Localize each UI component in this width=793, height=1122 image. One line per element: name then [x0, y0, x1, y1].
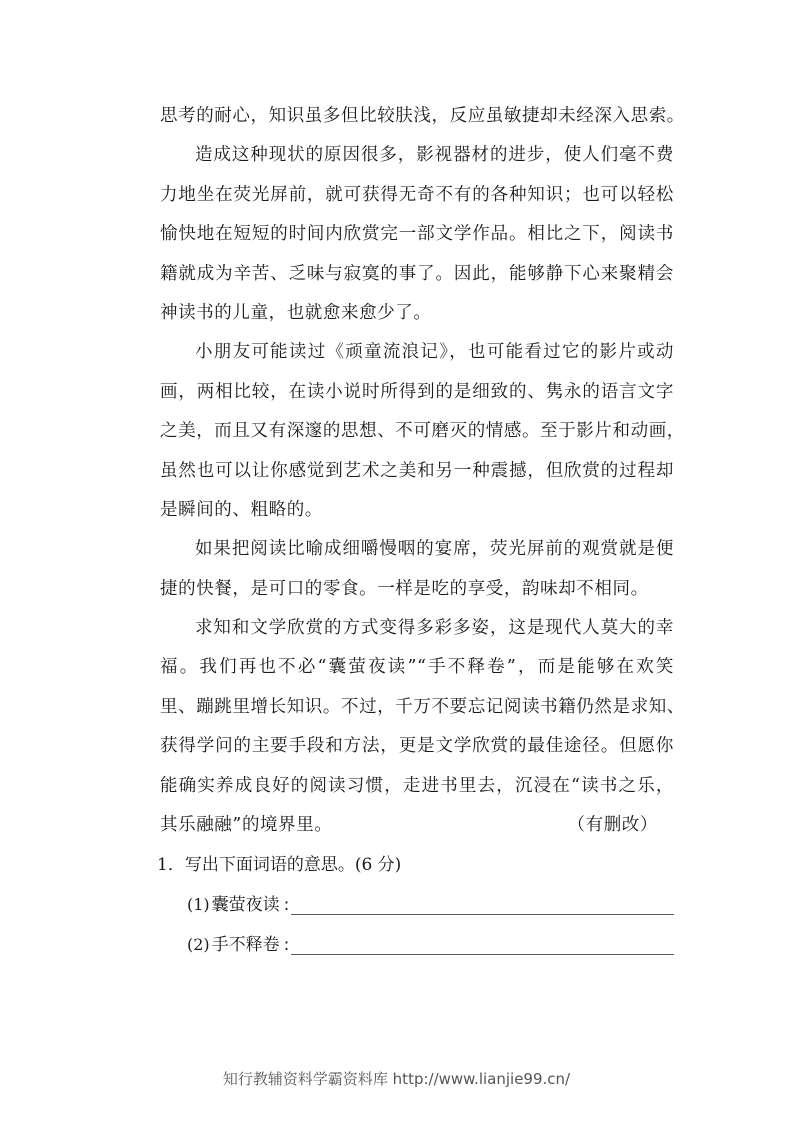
text-line: 能确实养成良好的阅读习惯，走进书里去，沉浸在“读书之乐， [160, 775, 674, 796]
item-term: 手不释卷 [211, 935, 280, 956]
item-number: (1) [187, 895, 210, 915]
answer-blank-1[interactable] [291, 894, 674, 915]
paragraph-4 [160, 530, 674, 609]
text-line: 捷的快餐，是可口的零食。一样是吃的享受，韵味却不相同。 [160, 578, 649, 599]
text-line: 愉快地在短短的时间内欣赏完一部文学作品。相比之下，阅读书 [160, 224, 674, 245]
text-line: 画，两相比较，在读小说时所得到的是细致的、隽永的语言文字 [160, 381, 674, 402]
item-colon: : [283, 895, 290, 916]
text-line: 福。我们再也不必“囊萤夜读”“手不释卷”，而是能够在欢笑 [160, 657, 674, 678]
exam-page [157, 97, 685, 965]
text-line: 获得学问的主要手段和方法，更是文学欣赏的最佳途径。但愿你 [160, 736, 674, 757]
text-line: 造成这种现状的原因很多，影视器材的进步，使人们毫不费 [195, 145, 674, 166]
text-line: 虽然也可以让你感觉到艺术之美和另一种震撼，但欣赏的过程却 [160, 460, 674, 481]
question-1-item-2 [160, 925, 674, 965]
text-line: 如果把阅读比喻成细嚼慢咽的宴席，荧光屏前的观赏就是便 [195, 539, 674, 560]
paragraph-2 [160, 136, 674, 333]
paragraph-5 [160, 609, 685, 845]
item-number: (2) [187, 935, 210, 955]
text-line: 思考的耐心，知识虽多但比较肤浅，反应虽敏捷却未经深入思索。 [160, 106, 685, 126]
item-term: 囊萤夜读 [211, 895, 280, 916]
text-line: 之美，而且又有深邃的思想、不可磨灭的情感。至于影片和动画， [160, 421, 685, 442]
text-line: 求知和文学欣赏的方式变得多彩多姿，这是现代人莫大的幸 [195, 618, 674, 639]
text-line: 小朋友可能读过《顽童流浪记》，也可能看过它的影片或动 [195, 342, 674, 363]
text-line: 是瞬间的、粗略的。 [160, 499, 323, 520]
text-line: 里、蹦跳里增长知识。不过，千万不要忘记阅读书籍仍然是求知、 [160, 696, 685, 717]
text-line: 籍就成为辛苦、乏味与寂寞的事了。因此，能够静下心来聚精会 [160, 263, 674, 284]
answer-blank-2[interactable] [291, 934, 674, 955]
question-text: 写出下面词语的意思。 [184, 855, 355, 876]
text-line: 神读书的儿童，也就愈来愈少了。 [160, 302, 432, 323]
paragraph-1 [160, 97, 685, 136]
text-line: 力地坐在荧光屏前，就可获得无奇不有的各种知识；也可以轻松 [160, 184, 674, 205]
question-1 [157, 845, 674, 885]
text-line: 其乐融融”的境界里。 [160, 815, 333, 836]
question-1-item-1 [160, 885, 674, 925]
question-number: 1． [157, 855, 185, 876]
question-points: (6 分) [354, 855, 402, 876]
text-line-with-source [160, 806, 674, 845]
footer-watermark: 知行教辅资料学霸资料库 http://www.lianjie99.cn/ [222, 1070, 571, 1088]
item-colon: : [283, 935, 290, 956]
source-note: （有删改） [567, 815, 658, 836]
paragraph-3 [160, 333, 685, 530]
